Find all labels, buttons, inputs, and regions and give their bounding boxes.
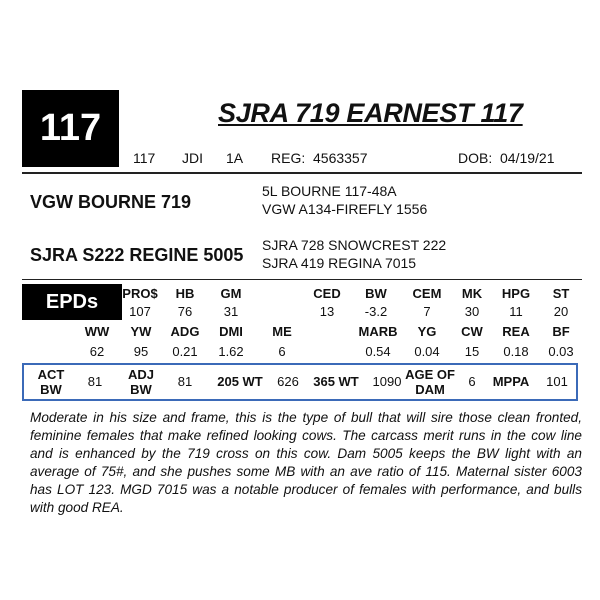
epd-header-marb: MARB <box>358 324 398 339</box>
wt205-label: 205 WT <box>217 374 263 389</box>
epd-header-me: ME <box>272 324 292 339</box>
epd-label: EPDs <box>45 290 99 313</box>
epd-value-pro: 107 <box>129 304 151 319</box>
wt205-value: 626 <box>277 374 299 389</box>
reg-label: REG: <box>271 150 306 166</box>
divider-top <box>22 172 582 174</box>
reg-number: 4563357 <box>313 150 368 166</box>
epd-header-gm: GM <box>220 286 242 301</box>
epd-header-mk: MK <box>461 286 483 301</box>
epd-header-cem: CEM <box>412 286 442 301</box>
epd-value-yw: 95 <box>133 344 149 359</box>
animal-name: SJRA 719 EARNEST 117 <box>218 98 523 128</box>
epd-header-st: ST <box>552 286 570 301</box>
act-bw-value: 81 <box>87 374 103 389</box>
epd-header-hpg: HPG <box>501 286 531 301</box>
epd-header-bf: BF <box>552 324 570 339</box>
epd-header-yg: YG <box>417 324 437 339</box>
epd-value-me: 6 <box>278 344 286 359</box>
owner-code: JDI <box>182 150 203 166</box>
dam-name: SJRA S222 REGINE 5005 <box>30 245 244 265</box>
epd-header-rea: REA <box>502 324 530 339</box>
epd-value-dmi: 1.62 <box>218 344 244 359</box>
dob-value: 04/19/21 <box>500 150 555 166</box>
epd-header-cw: CW <box>461 324 483 339</box>
epd-header-pro: PRO$ <box>122 286 158 301</box>
age-of-dam-value: 6 <box>468 374 476 389</box>
epd-header-hb: HB <box>175 286 195 301</box>
epd-header-adg: ADG <box>170 324 200 339</box>
epd-value-ced: 13 <box>319 304 335 319</box>
epd-header-dmi: DMI <box>219 324 243 339</box>
adj-bw-label: ADJ BW <box>127 367 154 397</box>
epd-value-st: 20 <box>553 304 569 319</box>
sire-pedigree <box>262 182 427 218</box>
lot-number: 117 <box>39 107 102 149</box>
dob-label: DOB: <box>458 150 493 166</box>
grade-code: 1A <box>226 150 244 166</box>
epd-value-ww: 62 <box>89 344 105 359</box>
act-bw-label: ACT BW <box>37 367 65 397</box>
epd-header-yw: YW <box>130 324 152 339</box>
dam-sire: SJRA 728 SNOWCREST 222 <box>262 237 447 253</box>
lot-number-box <box>22 90 119 167</box>
epd-value-rea: 0.18 <box>503 344 529 359</box>
tattoo: 117 <box>133 150 156 166</box>
sire-dam: VGW A134-FIREFLY 1556 <box>262 201 428 217</box>
actuals-box <box>22 363 578 401</box>
divider-epd <box>22 279 582 280</box>
dam-dam: SJRA 419 REGINA 7015 <box>262 255 417 271</box>
sire-sire: 5L BOURNE 117-48A <box>262 183 397 199</box>
epd-label-box <box>22 284 122 320</box>
epd-header-bw: BW <box>365 286 387 301</box>
epd-value-cem: 7 <box>423 304 431 319</box>
wt365-label: 365 WT <box>313 374 359 389</box>
epd-value-cw: 15 <box>464 344 480 359</box>
adj-bw-value: 81 <box>177 374 193 389</box>
description: Moderate in his size and frame, this is the type of bull that will sire those clean fronted, feminine females that make refined looking cows. The carcass merit runs in the cow line and is enhanced by the 719 cross on this cow. Dam 5005 keeps the BW light with an average of 75#, and she pushes some MB with an ave ratio of 115. Maternal sister 6003 has LOT 123. MGD 7015 was a notable producer of females with performance, and bulls with good REA. <box>30 410 582 515</box>
epd-value-bf: 0.03 <box>548 344 574 359</box>
epd-header-ww: WW <box>84 324 110 339</box>
mppa-label: MPPA <box>492 374 530 389</box>
epd-value-hpg: 11 <box>509 304 523 319</box>
mppa-value: 101 <box>546 374 568 389</box>
dam-pedigree <box>262 236 446 272</box>
epd-value-gm: 31 <box>223 304 239 319</box>
wt365-value: 1090 <box>372 374 402 389</box>
sire-name: VGW BOURNE 719 <box>30 192 192 212</box>
epd-value-marb: 0.54 <box>365 344 391 359</box>
epd-value-bw: -3.2 <box>364 304 388 319</box>
epd-value-adg: 0.21 <box>172 344 198 359</box>
epd-value-mk: 30 <box>464 304 480 319</box>
epd-value-yg: 0.04 <box>414 344 440 359</box>
epd-header-ced: CED <box>313 286 341 301</box>
age-of-dam-label: AGE OF DAM <box>405 367 455 397</box>
epd-value-hb: 76 <box>177 304 193 319</box>
